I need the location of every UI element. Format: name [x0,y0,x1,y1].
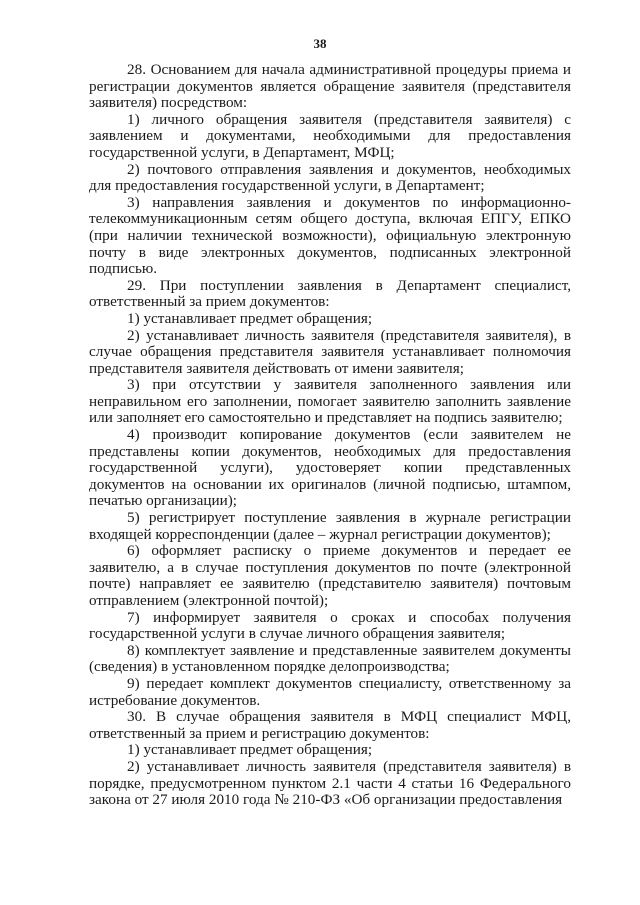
paragraph-29-item-1: 1) устанавливает предмет обращения; [127,309,373,327]
paragraph-29-item-2: 2) устанавливает личность заявителя (представителя заявителя), в случае обращения представителя заявителя устанавливает полномочия представителя заявителя действовать от имени заявителя; [89,326,571,377]
paragraph-30-item-2: 2) устанавливает личность заявителя (представителя заявителя) в порядке, предусмотренном пунктом 2.1 части 4 статьи 16 Федерального закона от 27 июля 2010 года № 210-ФЗ «Об организации предоставления [89,757,571,809]
paragraph-30-intro: 30. В случае обращения заявителя в МФЦ специалист МФЦ, ответственный за прием и регистрацию документов: [89,708,571,742]
page-number: 38 [313,36,327,51]
paragraph-30-item-1: 1) устанавливает предмет обращения; [127,741,373,759]
paragraph-28-item-2: 2) почтового отправления заявления и документов, необходимых для предоставления государственной услуги, в Департамент; [89,160,571,195]
paragraph-28-item-1: 1) личного обращения заявителя (представителя заявителя) с заявлением и документами, необходимыми для предоставления государственной услуги, в Департамент, МФЦ; [89,110,571,161]
paragraph-29-item-6: 6) оформляет расписку о приеме документов и передает ее заявителю, а в случае поступления документов по почте (электронной почте) направляет ее заявителю (представителю заявителя) почтовым отправлением (электронной почтой); [89,542,571,609]
paragraph-29-intro: 29. При поступлении заявления в Департамент специалист, ответственный за прием документов: [89,276,571,311]
paragraph-29-item-9: 9) передает комплект документов специалисту, ответственному за истребование документов. [89,674,571,709]
paragraph-29-item-7: 7) информирует заявителя о сроках и способах получения государственной услуги в случае личного обращения заявителя; [89,608,571,643]
paragraph-29-item-3: 3) при отсутствии у заявителя заполненного заявления или неправильном его заполнении, помогает заявителю заполнить заявление или заполняет его самостоятельно и представляет на подпись заявителю; [89,376,571,427]
paragraph-29-item-4: 4) производит копирование документов (если заявителем не представлены копии документов, необходимых для предоставления государственной услуги), удостоверяет копии представленных документов на основании их оригиналов (личной подписью, штампом, печатью организации); [89,426,571,510]
paragraph-29-item-5: 5) регистрирует поступление заявления в журнале регистрации входящей корреспонденции (далее – журнал регистрации документов); [89,509,571,543]
document-body [89,62,571,809]
paragraph-28-intro: 28. Основанием для начала административной процедуры приема и регистрации документов является обращение заявителя (представителя заявителя) посредством: [89,61,571,112]
paragraph-28-item-3: 3) направления заявления и документов по информационно-телекоммуникационным сетям общего доступа, включая ЕПГУ, ЕПКО (при наличии технической возможности), официальную электронную почту в виде электронных документов, подписанных электронной подписью. [89,193,571,278]
paragraph-29-item-8: 8) комплектует заявление и представленные заявителем документы (сведения) в установленном порядке делопроизводства; [89,641,571,676]
